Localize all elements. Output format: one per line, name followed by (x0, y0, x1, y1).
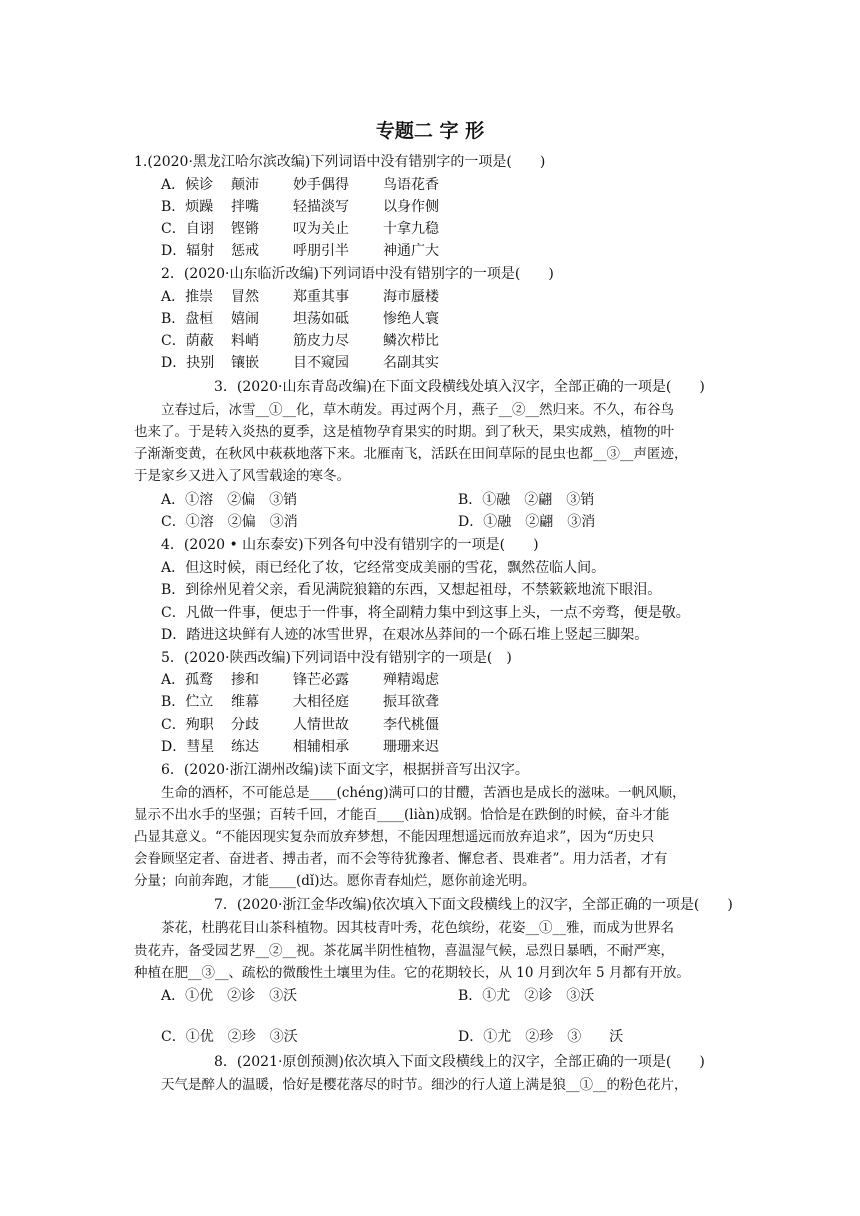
question-2-option-c[interactable]: C．荫蔽 料峭 筋皮力尽 鳞次栉比 (161, 333, 439, 349)
question-7-passage-line: 种植在肥__③__、疏松的微酸性土壤里为佳。它的花期较长，从 10 月到次年 5 月都有开放。 (134, 965, 690, 981)
question-1-option-d[interactable] (161, 241, 439, 261)
question-3-option-d[interactable]: D．①融 ②翩 ③消 (458, 514, 596, 530)
question-7-option-a[interactable]: A．①优 ②诊 ③沃 (161, 988, 298, 1004)
option-word: A．候诊 (161, 177, 214, 193)
option-word: 妙手偶得 (293, 177, 349, 193)
question-5-option-c[interactable]: C．殉职 分歧 人情世故 李代桃僵 (161, 717, 439, 733)
page-title: 专题二 字 形 (375, 120, 485, 142)
option-word: 呼朋引半 (293, 243, 349, 259)
question-3-passage-line: 立春过后，冰雪__①__化，草木萌发。再过两个月，燕子__②__然归来。不久，布谷鸟 (161, 402, 674, 418)
question-5-option-a[interactable]: A．孤鹜 掺和 锋芒必露 殚精竭虑 (161, 672, 439, 688)
question-3-option-a[interactable]: A．①溶 ②偏 ③销 (161, 492, 298, 508)
option-word: 颠沛 (231, 177, 259, 193)
question-4-option-b[interactable]: B．到徐州见着父亲，看见满院狼籍的东西，又想起祖母，不禁簌簌地流下眼泪。 (161, 582, 662, 598)
question-3-passage-line: 于是家乡又进入了风雪载途的寒冬。 (134, 468, 350, 484)
question-6-passage-line: 分量；向前奔跑，才能____(dǐ)达。愿你青春灿烂，愿你前途光明。 (134, 873, 536, 889)
option-word: 轻描淡写 (293, 199, 349, 215)
question-2-stem: 2．(2020·山东临沂改编)下列词语中没有错别字的一项是( ) (161, 266, 554, 282)
question-6-passage-line: 凸显其意义。“不能因现实复杂而放弃梦想，不能因理想遥远而放弃追求”，因为“历史只 (134, 829, 655, 845)
question-2-option-a[interactable]: A．推崇 冒然 郑重其事 海市蜃楼 (161, 289, 439, 305)
option-word: B．烦躁 (161, 199, 214, 215)
option-word: 鸟语花香 (383, 177, 439, 193)
option-word: 惩戒 (231, 243, 259, 259)
option-word: 叹为关止 (293, 221, 349, 237)
question-3-passage-line: 子渐渐变黄，在秋风中萩萩地落下来。北雁南飞，活跃在田间草际的昆虫也都__③__声匿迹， (134, 446, 688, 462)
question-5-option-b[interactable]: B．伫立 维幕 大相径庭 振耳欲聋 (161, 694, 439, 710)
question-8-stem: 8．(2021·原创预测)依次填入下面文段横线上的汉字，全部正确的一项是( ) (214, 1054, 705, 1070)
question-2-option-d[interactable]: D．抉别 镶嵌 目不窥园 名副其实 (161, 355, 439, 371)
question-6-stem: 6．(2020·浙江湖州改编)读下面文字，根据拼音写出汉字。 (161, 762, 529, 778)
option-word: 拌嘴 (231, 199, 259, 215)
question-5-stem: 5．(2020·陕西改编)下列词语中没有错别字的一项是( ) (161, 650, 512, 666)
question-3-passage-line: 也来了。于是转入炎热的夏季，这是植物孕育果实的时期。到了秋天，果实成熟，植物的叶 (134, 424, 674, 440)
question-6-passage-line: 显示不出水手的坚强；百转千回，才能百____(liàn)成钢。恰恰是在跌倒的时候，奋斗才能 (134, 807, 670, 823)
option-word: C．自诩 (161, 221, 214, 237)
question-7-passage-line: 贵花卉，备受园艺界__②__视。茶花属半阴性植物，喜温湿气候，忌烈日暴晒，不耐严寒， (134, 943, 674, 959)
question-6-passage-line: 生命的酒杯，不可能总是____(chéng)满可口的甘醴，苦酒也是成长的滋味。一帆风顺， (161, 785, 686, 801)
option-word: 以身作侧 (383, 199, 439, 215)
question-3-option-c[interactable]: C．①溶 ②偏 ③消 (161, 514, 298, 530)
question-4-option-a[interactable]: A．但这时候，雨已经化了妆，它经常变成美丽的雪花，飘然莅临人间。 (161, 560, 606, 576)
question-8-passage-line: 天气是醉人的温暖，恰好是樱花落尽的时节。细沙的行人道上满是狼__①__的粉色花片， (161, 1077, 688, 1093)
question-6-passage-line: 会眷顾坚定者、奋进者、搏击者，而不会等待犹豫者、懈怠者、畏难者”。用力活者，才有 (134, 851, 668, 867)
question-4-option-d[interactable]: D．踏进这块鲜有人迹的冰雪世界，在艰冰丛莽间的一个砾石堆上竖起三脚架。 (161, 627, 649, 643)
question-1-option-c[interactable] (161, 219, 439, 239)
question-3-stem: 3．(2020·山东青岛改编)在下面文段横线处填入汉字，全部正确的一项是( ) (214, 379, 705, 395)
question-1-stem: 1.(2020·黑龙江哈尔滨改编)下列词语中没有错别字的一项是( ) (134, 154, 546, 170)
option-word: 十拿九稳 (383, 221, 439, 237)
question-7-option-c[interactable]: C．①优 ②珍 ③沃 (161, 1029, 298, 1045)
option-word: 神通广大 (383, 243, 439, 259)
question-1-option-a[interactable] (161, 175, 439, 195)
question-5-option-d[interactable]: D．彗星 练达 相辅相承 珊珊来迟 (161, 739, 439, 755)
question-7-option-b[interactable]: B．①尤 ②诊 ③沃 (458, 988, 595, 1004)
question-7-option-d[interactable]: D．①尤 ②珍 ③ 沃 (458, 1029, 624, 1045)
option-word: 铿锵 (231, 221, 259, 237)
question-2-option-b[interactable]: B．盘桓 嬉闹 坦荡如砥 惨绝人寰 (161, 311, 439, 327)
question-7-passage-line: 茶花，杜鹃花目山茶科植物。因其枝青叶秀，花色缤纷，花姿__①__雅，而成为世界名 (161, 920, 674, 936)
question-4-stem: 4．(2020 • 山东泰安)下列各句中没有错别字的一项是( ) (161, 537, 539, 553)
question-1-option-b[interactable] (161, 197, 439, 217)
question-3-option-b[interactable]: B．①融 ②翩 ③销 (458, 492, 595, 508)
question-7-stem: 7．(2020·浙江金华改编)依次填入下面文段横线上的汉字，全部正确的一项是( ) (214, 897, 733, 913)
question-4-option-c[interactable]: C．凡做一件事，便忠于一件事，将全副精力集中到这事上头，一点不旁骛，便是敬。 (161, 605, 690, 621)
option-word: D．辐射 (161, 243, 215, 259)
